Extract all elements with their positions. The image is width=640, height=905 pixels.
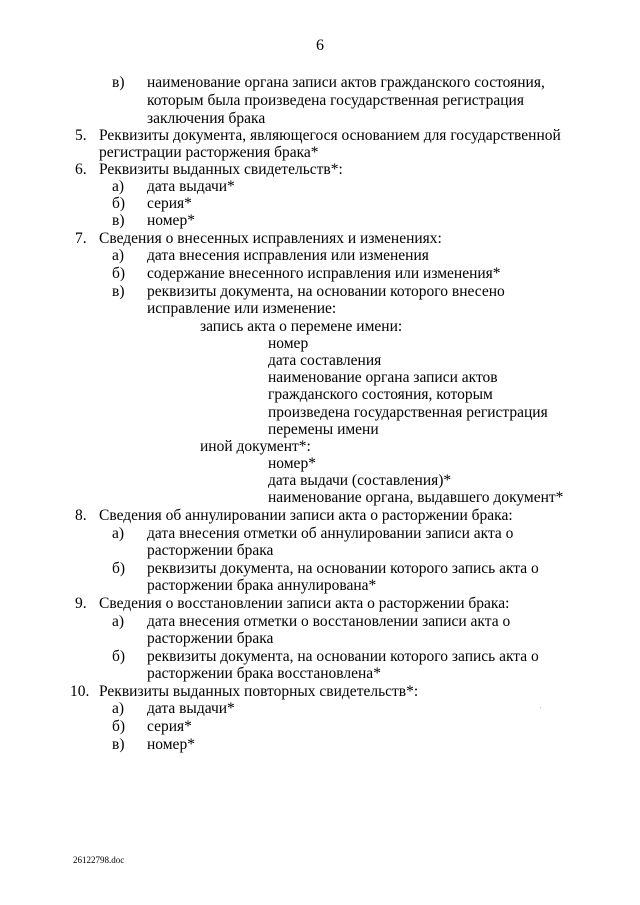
list-marker: в): [112, 736, 125, 753]
sub-heading: иной документ*:: [200, 438, 311, 455]
list-marker: б): [112, 648, 126, 665]
list-marker: а): [112, 700, 125, 717]
list-number: 5.: [75, 127, 87, 144]
list-number: 7.: [75, 230, 87, 247]
list-marker: в): [112, 212, 125, 229]
text-line: реквизиты документа, на основании которого запись акта о: [147, 648, 539, 665]
text-line: наименование органа записи актов: [268, 369, 498, 386]
text-line: расторжении брака аннулирована*: [147, 577, 377, 594]
list-marker: а): [112, 178, 125, 195]
section-heading: Реквизиты выданных повторных свидетельств*:: [99, 683, 419, 700]
text-line: дата внесения исправления или изменения: [147, 247, 429, 264]
list-marker: а): [112, 247, 125, 264]
text-line: дата выдачи*: [147, 178, 235, 195]
list-number: 10.: [70, 683, 90, 700]
text-line: реквизиты документа, на основании которого внесено: [147, 283, 505, 300]
section-heading: Сведения о восстановлении записи акта о расторжении брака:: [99, 595, 510, 612]
text-line: номер: [268, 335, 309, 352]
text-line: содержание внесенного исправления или изменения*: [147, 265, 501, 282]
text-line: номер*: [268, 455, 316, 472]
list-marker: в): [112, 283, 125, 300]
list-marker: а): [112, 525, 125, 542]
text-line: гражданского состояния, которым: [268, 386, 493, 403]
section-heading: Сведения о внесенных исправлениях и изменениях:: [99, 230, 442, 247]
text-line: дата составления: [268, 352, 382, 369]
section-heading: Реквизиты документа, являющегося основанием для государственной: [99, 127, 561, 144]
text-line: расторжении брака: [147, 630, 274, 647]
list-marker: а): [112, 613, 125, 630]
footer-filename: 26122798.doc: [73, 855, 125, 865]
text-line: которым была произведена государственная регистрация: [147, 92, 524, 109]
section-heading: Реквизиты выданных свидетельств*:: [99, 161, 343, 178]
list-number: 6.: [75, 161, 87, 178]
list-number: 8.: [75, 507, 87, 524]
text-line: исправление или изменение:: [147, 300, 337, 317]
scan-speck: [540, 707, 541, 708]
text-line: реквизиты документа, на основании которого запись акта о: [147, 560, 539, 577]
text-line: расторжении брака: [147, 542, 274, 559]
list-marker: в): [112, 74, 125, 91]
text-line: номер*: [147, 736, 195, 753]
page-number: 6: [316, 37, 324, 54]
text-line: произведена государственная регистрация: [268, 404, 548, 421]
list-number: 9.: [75, 595, 87, 612]
list-marker: б): [112, 195, 126, 212]
text-line: расторжении брака восстановлена*: [147, 665, 381, 682]
list-marker: б): [112, 265, 126, 282]
sub-heading: запись акта о перемене имени:: [200, 318, 403, 335]
text-line: заключения брака: [147, 110, 266, 127]
text-line: дата выдачи (составления)*: [268, 472, 452, 489]
text-line: серия*: [147, 718, 192, 735]
text-line: наименование органа, выдавшего документ*: [268, 489, 564, 506]
text-line: номер*: [147, 212, 195, 229]
text-line: дата внесения отметки об аннулировании записи акта о: [147, 525, 514, 542]
text-line: дата внесения отметки о восстановлении записи акта о: [147, 613, 511, 630]
text-line: серия*: [147, 195, 192, 212]
text-line: дата выдачи*: [147, 700, 235, 717]
text-line: наименование органа записи актов гражданского состояния,: [147, 74, 545, 91]
text-line: регистрации расторжения брака*: [99, 144, 319, 161]
list-marker: б): [112, 718, 126, 735]
list-marker: б): [112, 560, 126, 577]
section-heading: Сведения об аннулировании записи акта о расторжении брака:: [99, 507, 513, 524]
text-line: перемены имени: [268, 421, 379, 438]
